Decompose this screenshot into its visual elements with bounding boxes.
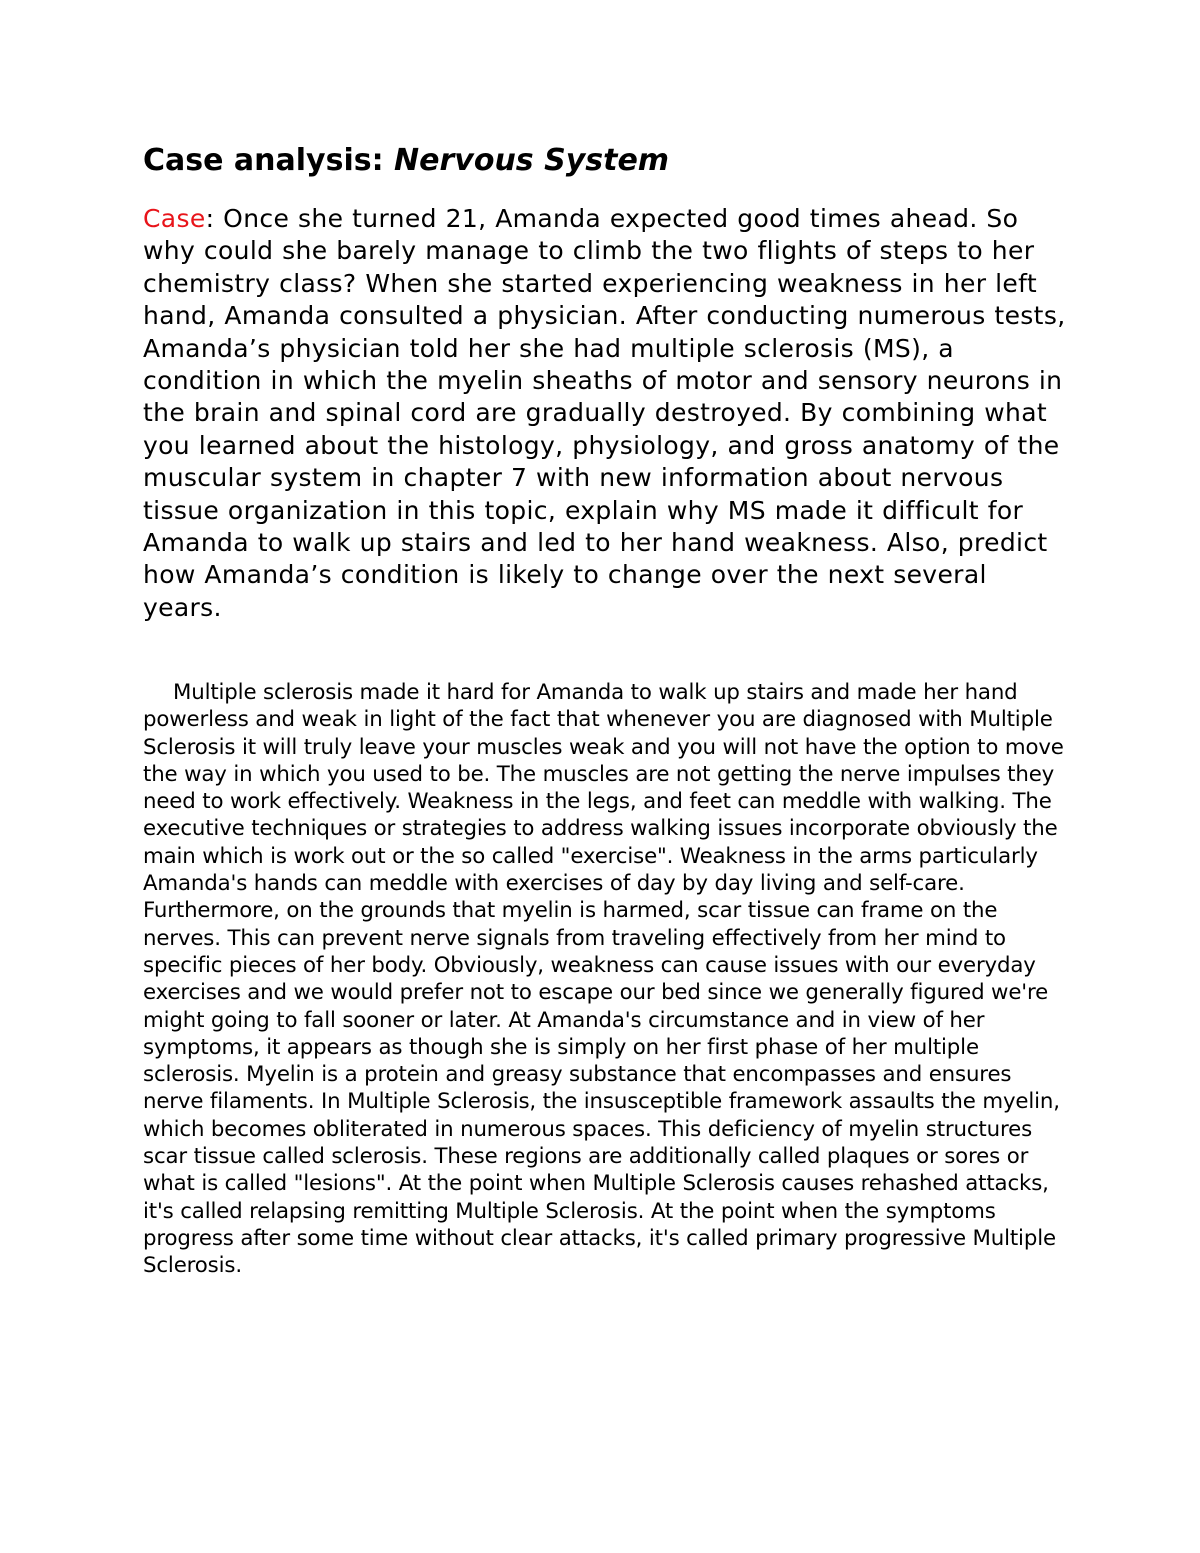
case-paragraph [143, 203, 1073, 624]
title-emphasis: Nervous System [394, 143, 670, 178]
case-label: Case [143, 204, 206, 233]
page-title [143, 141, 1073, 181]
case-text: : Once she turned 21, Amanda expected good times ahead. So why could she barely manage to climb the two flights of steps to her chemistry class? When she started experiencing weakness in her left hand, Amanda consulted a physician. After conducting numerous tests, Amanda’s physician told her she had multiple sclerosis (MS), a condition in which the myelin sheaths of motor and sensory neurons in the brain and spinal cord are gradually destroyed. By combining what you learned about the histology, physiology, and gross anatomy of the muscular system in chapter 7 with new information about nervous tissue organization in this topic, explain why MS made it difficult for Amanda to walk up stairs and led to her hand weakness. Also, predict how Amanda’s condition is likely to change over the next several years. [143, 204, 1066, 622]
answer-paragraph: Multiple sclerosis made it hard for Amanda to walk up stairs and made her hand powerless and weak in light of the fact that whenever you are diagnosed with Multiple Sclerosis it will truly leave your muscles weak and you will not have the option to move the way in which you used to be. The muscles are not getting the nerve impulses they need to work effectively. Weakness in the legs, and feet can meddle with walking. The executive techniques or strategies to address walking issues incorporate obviously the main which is work out or the so called "exercise". Weakness in the arms particularly Amanda's hands can meddle with exercises of day by day living and self-care. Furthermore, on the grounds that myelin is harmed, scar tissue can frame on the nerves. This can prevent nerve signals from traveling effectively from her mind to specific pieces of her body. Obviously, weakness can cause issues with our everyday exercises and we would prefer not to escape our bed since we generally figured we're might going to fall sooner or later. At Amanda's circumstance and in view of her symptoms, it appears as though she is simply on her first phase of her multiple sclerosis. Myelin is a protein and greasy substance that encompasses and ensures nerve filaments. In Multiple Sclerosis, the insusceptible framework assaults the myelin, which becomes obliterated in numerous spaces. This deficiency of myelin structures scar tissue called sclerosis. These regions are additionally called plaques or sores or what is called "lesions". At the point when Multiple Sclerosis causes rehashed attacks, it's called relapsing remitting Multiple Sclerosis. At the point when the symptoms progress after some time without clear attacks, it's called primary progressive Multiple Sclerosis. [143, 680, 1064, 1279]
title-prefix: Case analysis: [143, 143, 395, 178]
